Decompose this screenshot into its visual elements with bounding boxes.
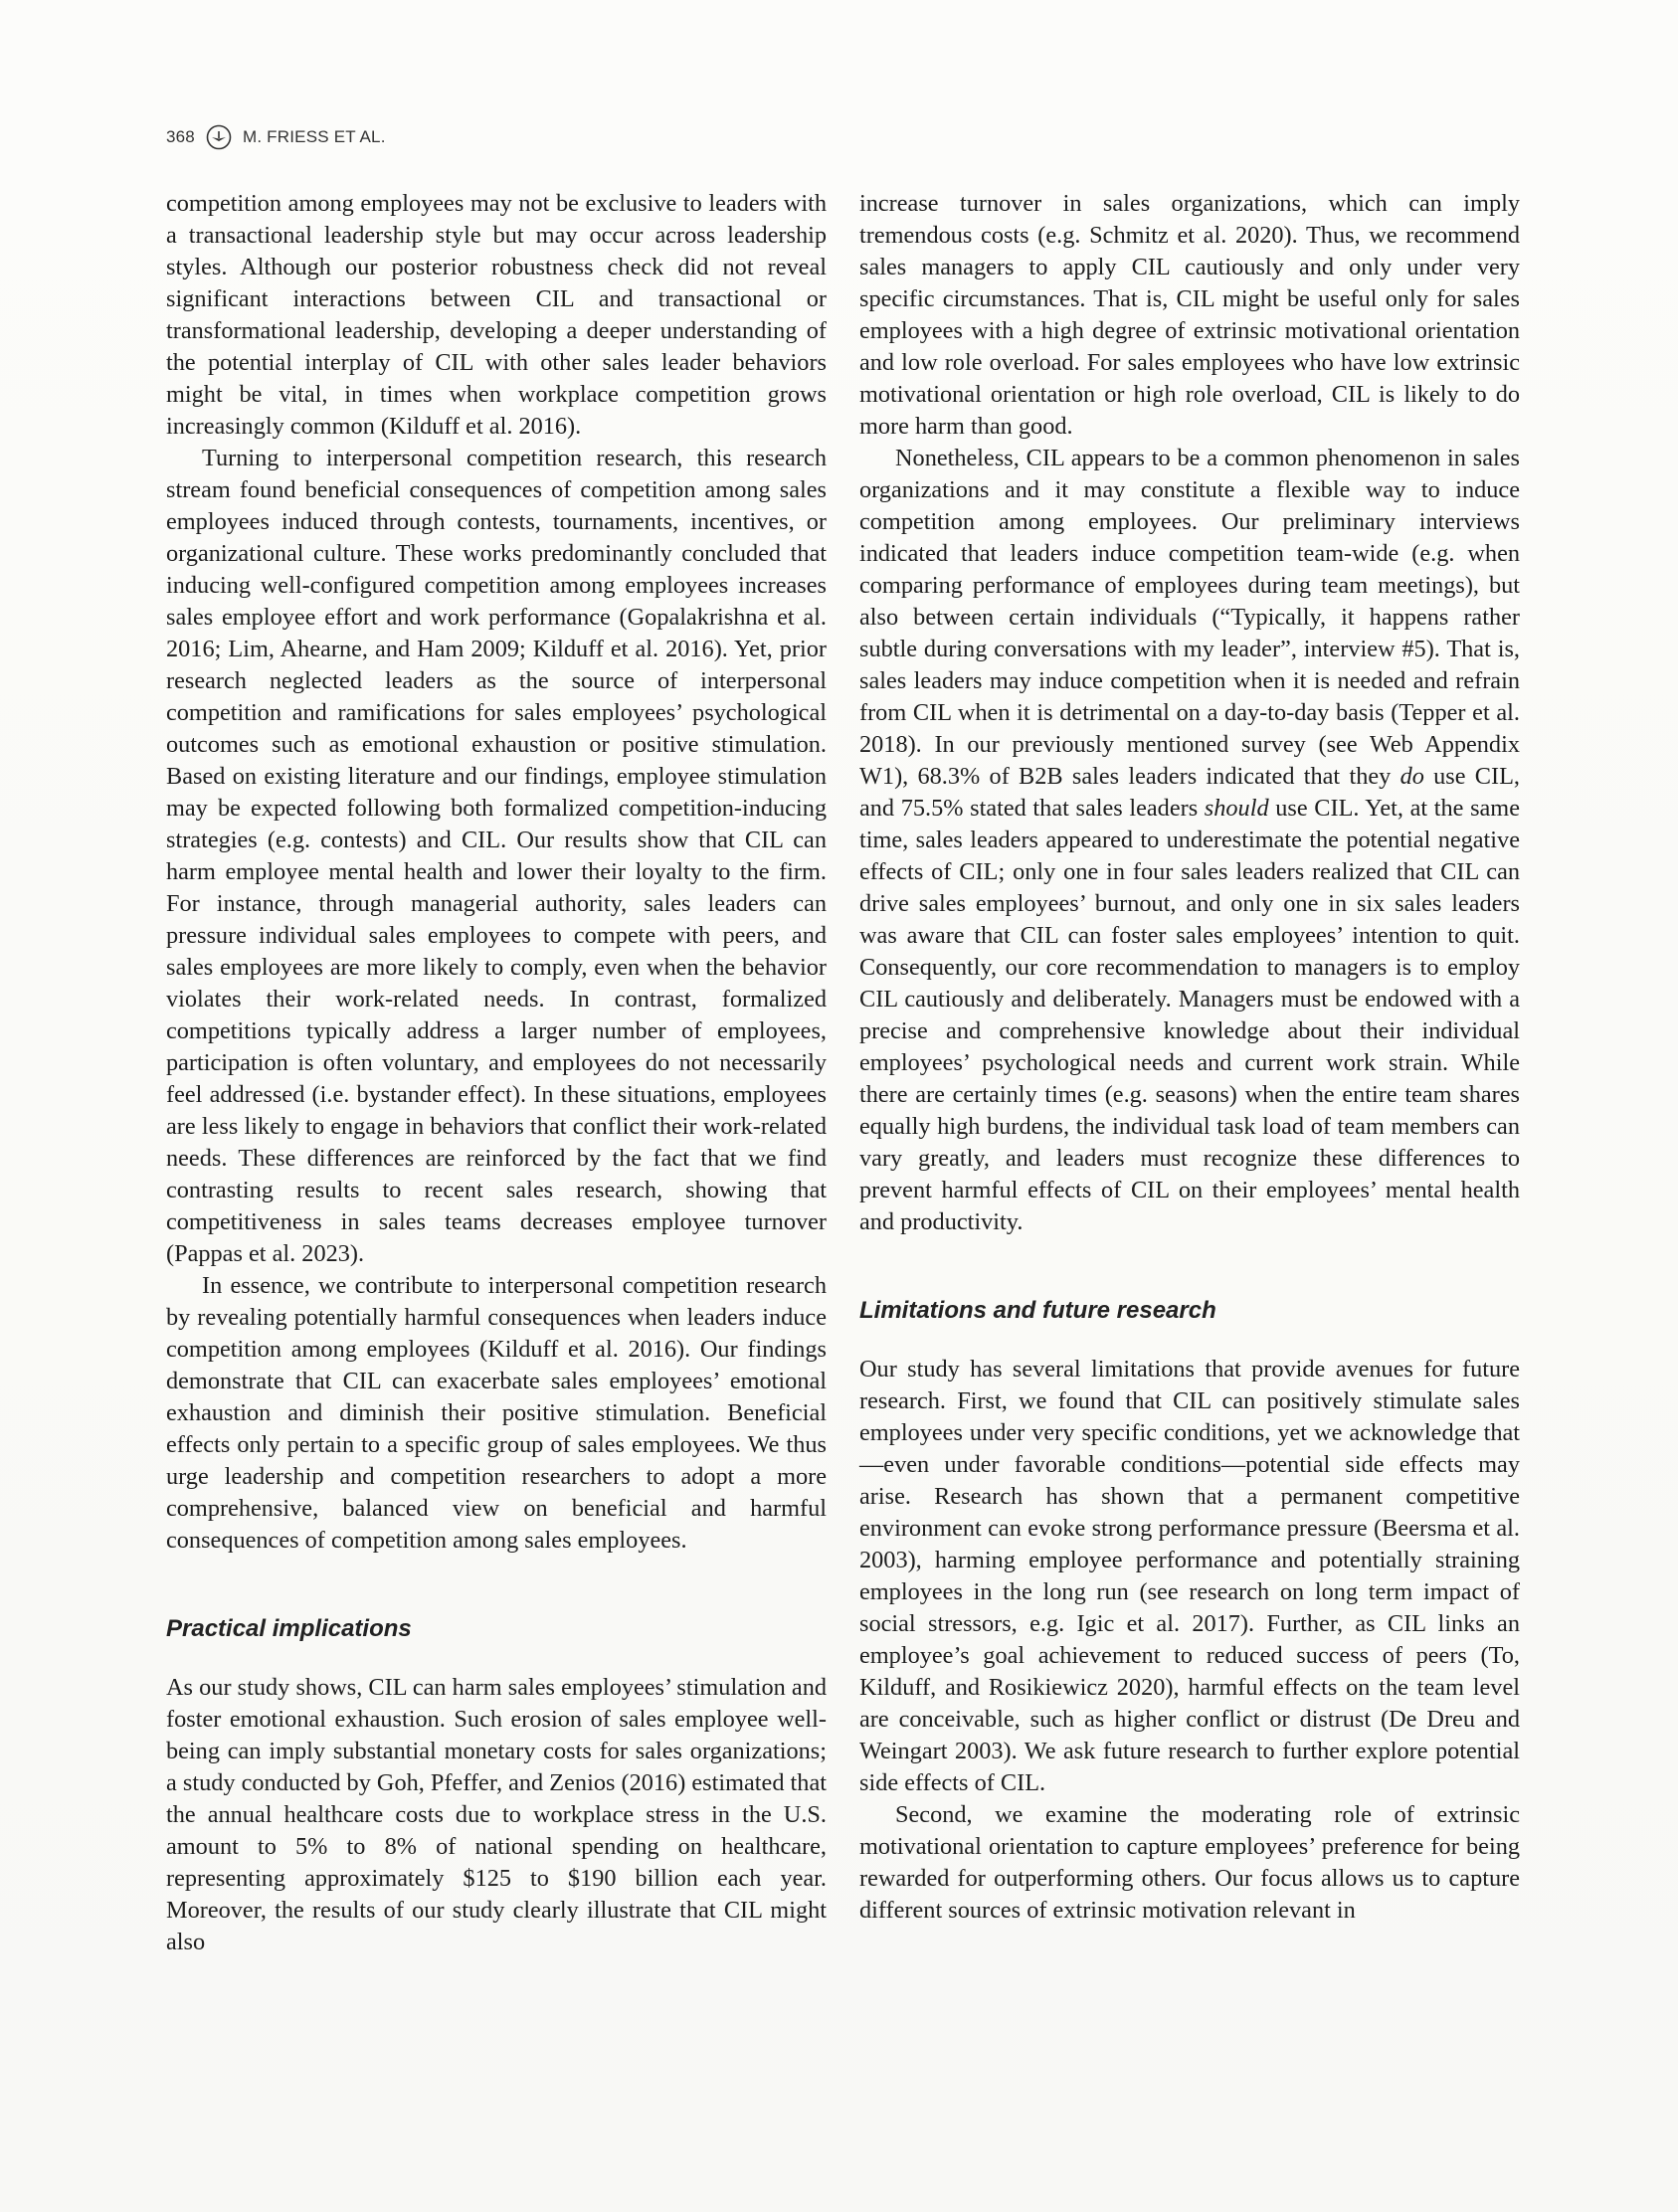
- right-paragraph-2-part-b: use CIL, and 75.5% stated that sales leaders: [859, 763, 1520, 822]
- right-paragraph-2-part-a: Nonetheless, CIL appears to be a common phenomenon in sales organizations and it may constitute a flexible way to induce competition among employees. Our preliminary interviews indicated that leaders induce competition team-wide (e.g. when comparing performance of employees during team meetings), but also between certain individuals (“Typically, it happens rather subtle during conversations with my leader”, interview #5). That is, sales leaders may induce competition when it is needed and refrain from CIL when it is detrimental on a day-to-day basis (Tepper et al. 2018). In our previously mentioned survey (see Web Appendix W1), 68.3% of B2B sales leaders indicated that they: [859, 445, 1520, 790]
- journal-logo-icon: [205, 123, 233, 151]
- left-column: [166, 188, 827, 1958]
- emphasis-should: should: [1204, 795, 1269, 822]
- left-paragraph-3: In essence, we contribute to interpersonal competition research by revealing potentially harmful consequences when leaders induce competition among employees (Kilduff et al. 2016). Our findings demonstrate that CIL can exacerbate sales employees’ emotional exhaustion and diminish their positive stimulation. Beneficial effects only pertain to a specific group of sales employees. We thus urge leadership and competition researchers to adopt a more comprehensive, balanced view on beneficial and harmful consequences of competition among sales employees.: [166, 1272, 827, 1554]
- running-authors: M. FRIESS ET AL.: [242, 127, 386, 146]
- right-paragraph-4: Second, we examine the moderating role of extrinsic motivational orientation to capture employees’ preference for being rewarded for outperforming others. Our focus allows us to capture different sources of extrinsic motivation relevant in: [859, 1801, 1520, 1924]
- left-paragraph-2: Turning to interpersonal competition research, this research stream found beneficial consequences of competition among sales employees induced through contests, tournaments, incentives, or organizational culture. These works predominantly concluded that inducing well-configured competition among employees increases sales employee effort and work performance (Gopalakrishna et al. 2016; Lim, Ahearne, and Ham 2009; Kilduff et al. 2016). Yet, prior research neglected leaders as the source of interpersonal competition and ramifications for sales employees’ psychological outcomes such as emotional exhaustion or positive stimulation. Based on existing literature and our findings, employee stimulation may be expected following both formalized competition-inducing strategies (e.g. contests) and CIL. Our results show that CIL can harm employee mental health and lower their loyalty to the firm. For instance, through managerial authority, sales leaders can pressure individual sales employees to compete with peers, and sales employees are more likely to comply, even when the behavior violates their work-related needs. In contrast, formalized competitions typically address a larger number of employees, participation is often voluntary, and employees do not necessarily feel addressed (i.e. bystander effect). In these situations, employees are less likely to engage in behaviors that conflict their work-related needs. These differences are reinforced by the fact that we find contrasting results to recent sales research, showing that competitiveness in sales teams decreases employee turnover (Pappas et al. 2023).: [166, 445, 827, 1267]
- right-column: [859, 188, 1520, 1927]
- right-paragraph-2-part-c: use CIL. Yet, at the same time, sales leaders appeared to underestimate the potential negative effects of CIL; only one in four sales leaders realized that CIL can drive sales employees’ burnout, and only one in six sales leaders was aware that CIL can foster sales employees’ intention to quit. Consequently, our core recommendation to managers is to employ CIL cautiously and deliberately. Managers must be endowed with a precise and comprehensive knowledge about their individual employees’ psychological needs and current work strain. While there are certainly times (e.g. seasons) when the entire team shares equally high burdens, the individual task load of team members can vary greatly, and leaders must recognize these differences to prevent harmful effects of CIL on their employees’ mental health and productivity.: [859, 795, 1520, 1235]
- left-paragraph-1: competition among employees may not be exclusive to leaders with a transactional leadership style but may occur across leadership styles. Although our posterior robustness check did not reveal significant interactions between CIL and transactional or transformational leadership, developing a deeper understanding of the potential interplay of CIL with other sales leader behaviors might be vital, in times when workplace competition grows increasingly common (Kilduff et al. 2016).: [166, 190, 827, 440]
- emphasis-do: do: [1399, 763, 1424, 790]
- heading-practical-implications: Practical implications: [166, 1615, 412, 1642]
- running-header: [166, 123, 386, 151]
- page-number: 368: [166, 127, 195, 146]
- right-paragraph-2: [859, 443, 1520, 1238]
- heading-limitations: Limitations and future research: [859, 1297, 1216, 1324]
- right-paragraph-3: Our study has several limitations that provide avenues for future research. First, we found that CIL can positively stimulate sales employees under very specific conditions, yet we acknowledge that—even under favorable conditions—potential side effects may arise. Research has shown that a permanent competitive environment can evoke strong performance pressure (Beersma et al. 2003), harming employee performance and potentially straining employees in the long run (see research on long term impact of social stressors, e.g. Igic et al. 2017). Further, as CIL links an employee’s goal achievement to reduced success of peers (To, Kilduff, and Rosikiewicz 2020), harmful effects on the team level are conceivable, such as higher conflict or distrust (De Dreu and Weingart 2003). We ask future research to further explore potential side effects of CIL.: [859, 1356, 1520, 1796]
- right-paragraph-1: increase turnover in sales organizations, which can imply tremendous costs (e.g. Schmitz et al. 2020). Thus, we recommend sales managers to apply CIL cautiously and only under very specific circumstances. That is, CIL might be useful only for sales employees with a high degree of extrinsic motivational orientation and low role overload. For sales employees who have low extrinsic motivational orientation or high role overload, CIL is likely to do more harm than good.: [859, 190, 1520, 440]
- left-paragraph-4: As our study shows, CIL can harm sales employees’ stimulation and foster emotional exhaustion. Such erosion of sales employee well-being can imply substantial monetary costs for sales organizations; a study conducted by Goh, Pfeffer, and Zenios (2016) estimated that the annual healthcare costs due to workplace stress in the U.S. amount to 5% to 8% of national spending on healthcare, representing approximately $125 to $190 billion each year. Moreover, the results of our study clearly illustrate that CIL might also: [166, 1674, 827, 1955]
